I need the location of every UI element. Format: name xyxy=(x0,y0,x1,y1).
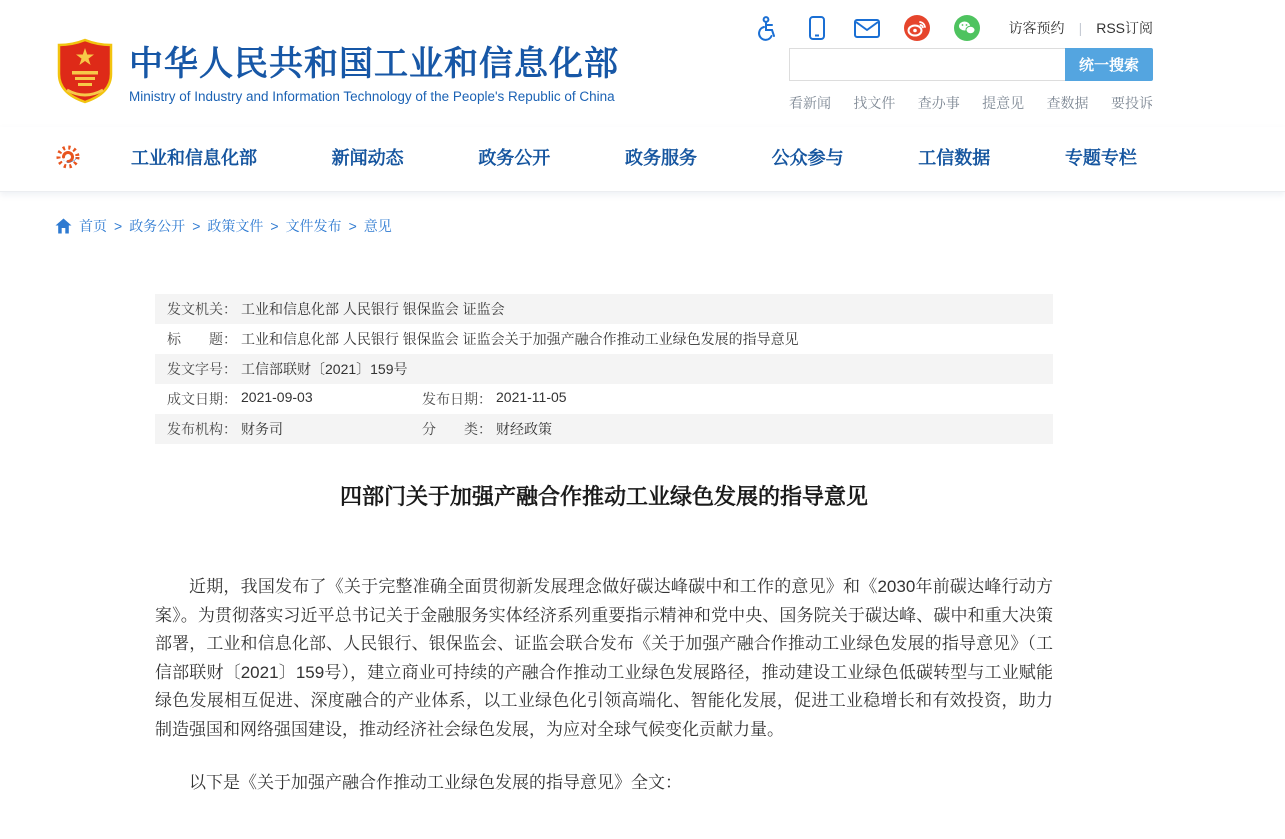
quick-link-data[interactable]: 查数据 xyxy=(1046,95,1089,111)
nav-item-public-participation[interactable]: 公众参与 xyxy=(771,148,844,168)
document-meta-table xyxy=(155,294,1053,444)
article-area xyxy=(155,294,1053,798)
national-emblem-logo xyxy=(55,38,115,109)
meta-label: 发文字号： xyxy=(167,361,237,377)
quick-link-news[interactable]: 看新闻 xyxy=(789,95,831,111)
nav-item-news[interactable]: 新闻动态 xyxy=(331,148,404,168)
unified-search-button[interactable]: 统一搜索 xyxy=(1065,48,1153,81)
visitor-appointment-link[interactable]: 访客预约 xyxy=(1008,20,1065,36)
topbar xyxy=(55,0,1153,42)
breadcrumb-opinions[interactable]: 意见 xyxy=(363,218,392,234)
breadcrumb-file-release[interactable]: 文件发布 xyxy=(285,218,342,234)
main-nav-bar xyxy=(0,127,1285,192)
site-title: 中华人民共和国工业和信息化部 xyxy=(129,44,619,83)
home-icon xyxy=(55,218,72,234)
mail-icon[interactable] xyxy=(853,14,881,42)
quick-link-services[interactable]: 查办事 xyxy=(917,95,960,111)
meta-value: 2021-09-03 xyxy=(241,389,313,405)
meta-value: 2021-11-05 xyxy=(496,389,567,405)
search-input[interactable] xyxy=(789,48,1065,81)
meta-value: 财经政策 xyxy=(496,421,552,437)
breadcrumb-separator: > xyxy=(348,218,357,234)
quick-link-files[interactable]: 找文件 xyxy=(853,95,896,111)
breadcrumb xyxy=(55,216,1153,236)
nav-item-miit[interactable]: 工业和信息化部 xyxy=(131,148,257,168)
accessibility-icon[interactable] xyxy=(753,14,781,42)
weibo-icon[interactable] xyxy=(903,14,931,42)
meta-label: 发布日期： xyxy=(422,391,492,407)
nav-item-gov-disclosure[interactable]: 政务公开 xyxy=(478,148,551,168)
meta-row-dates xyxy=(155,384,1053,414)
nav-item-gov-services[interactable]: 政务服务 xyxy=(624,148,697,168)
quick-links xyxy=(789,93,1153,113)
meta-value: 工业和信息化部 人民银行 银保监会 证监会关于加强产融合作推动工业绿色发展的指导意见 xyxy=(241,331,799,347)
document-body xyxy=(155,573,1053,798)
topbar-links xyxy=(1009,18,1153,38)
meta-row-publisher-category xyxy=(155,414,1053,444)
document-title: 四部门关于加强产融合作推动工业绿色发展的指导意见 xyxy=(339,484,868,509)
breadcrumb-policy-files[interactable]: 政策文件 xyxy=(207,218,264,234)
topbar-separator: | xyxy=(1078,20,1083,36)
meta-label: 成文日期： xyxy=(167,391,237,407)
search-area xyxy=(789,48,1153,113)
meta-label: 发布机构： xyxy=(167,421,237,437)
meta-row-issuing-agency xyxy=(155,294,1053,324)
quick-link-complaints[interactable]: 要投诉 xyxy=(1110,95,1153,111)
breadcrumb-separator: > xyxy=(192,218,201,234)
wechat-icon[interactable] xyxy=(953,14,981,42)
rss-subscribe-link[interactable]: RSS订阅 xyxy=(1096,20,1153,36)
site-subtitle: Ministry of Industry and Information Technology of the People's Republic of China xyxy=(129,88,615,104)
meta-label: 分 类： xyxy=(422,421,492,437)
quick-link-suggestions[interactable]: 提意见 xyxy=(982,95,1025,111)
breadcrumb-separator: > xyxy=(270,218,279,234)
meta-value: 工信部联财〔2021〕159号 xyxy=(241,361,408,377)
nav-item-special-topics[interactable]: 专题专栏 xyxy=(1064,148,1137,168)
brand xyxy=(55,38,619,109)
meta-row-title xyxy=(155,324,1053,354)
breadcrumb-gov-disclosure[interactable]: 政务公开 xyxy=(129,218,186,234)
meta-value: 财务司 xyxy=(241,421,283,437)
breadcrumb-home[interactable]: 首页 xyxy=(79,218,107,234)
mobile-icon[interactable] xyxy=(803,14,831,42)
meta-label: 发文机关： xyxy=(167,301,237,317)
site-header xyxy=(55,38,1153,113)
body-paragraph: 近期，我国发布了《关于完整准确全面贯彻新发展理念做好碳达峰碳中和工作的意见》和《2030年前碳达峰行动方案》。为贯彻落实习近平总书记关于金融服务实体经济系列重要指示精神和党中央、国务院关于碳达峰、碳中和重大决策部署，工业和信息化部、人民银行、银保监会、证监会联合发布《关于加强产融合作推动工业绿色发展的指导意见》（工信部联财〔2021〕159号），建立商业可持续的产融合作推动工业绿色发展路径，推动建设工业绿色低碳转型与工业赋能绿色发展相互促进、深度融合的产业体系，以工业绿色化引领高端化、智能化发展，促进工业稳增长和有效投资，助力制造强国和网络强国建设，推动经济社会绿色发展，为应对全球气候变化贡献力量。 xyxy=(155,577,1053,739)
body-paragraph: 以下是《关于加强产融合作推动工业绿色发展的指导意见》全文： xyxy=(189,773,682,792)
meta-value: 工业和信息化部 人民银行 银保监会 证监会 xyxy=(241,301,505,317)
breadcrumb-separator: > xyxy=(114,218,123,234)
meta-row-document-number xyxy=(155,354,1053,384)
nav-item-industry-data[interactable]: 工信数据 xyxy=(918,148,991,168)
meta-label: 标 题： xyxy=(167,331,237,347)
miit-gear-icon xyxy=(55,143,83,171)
